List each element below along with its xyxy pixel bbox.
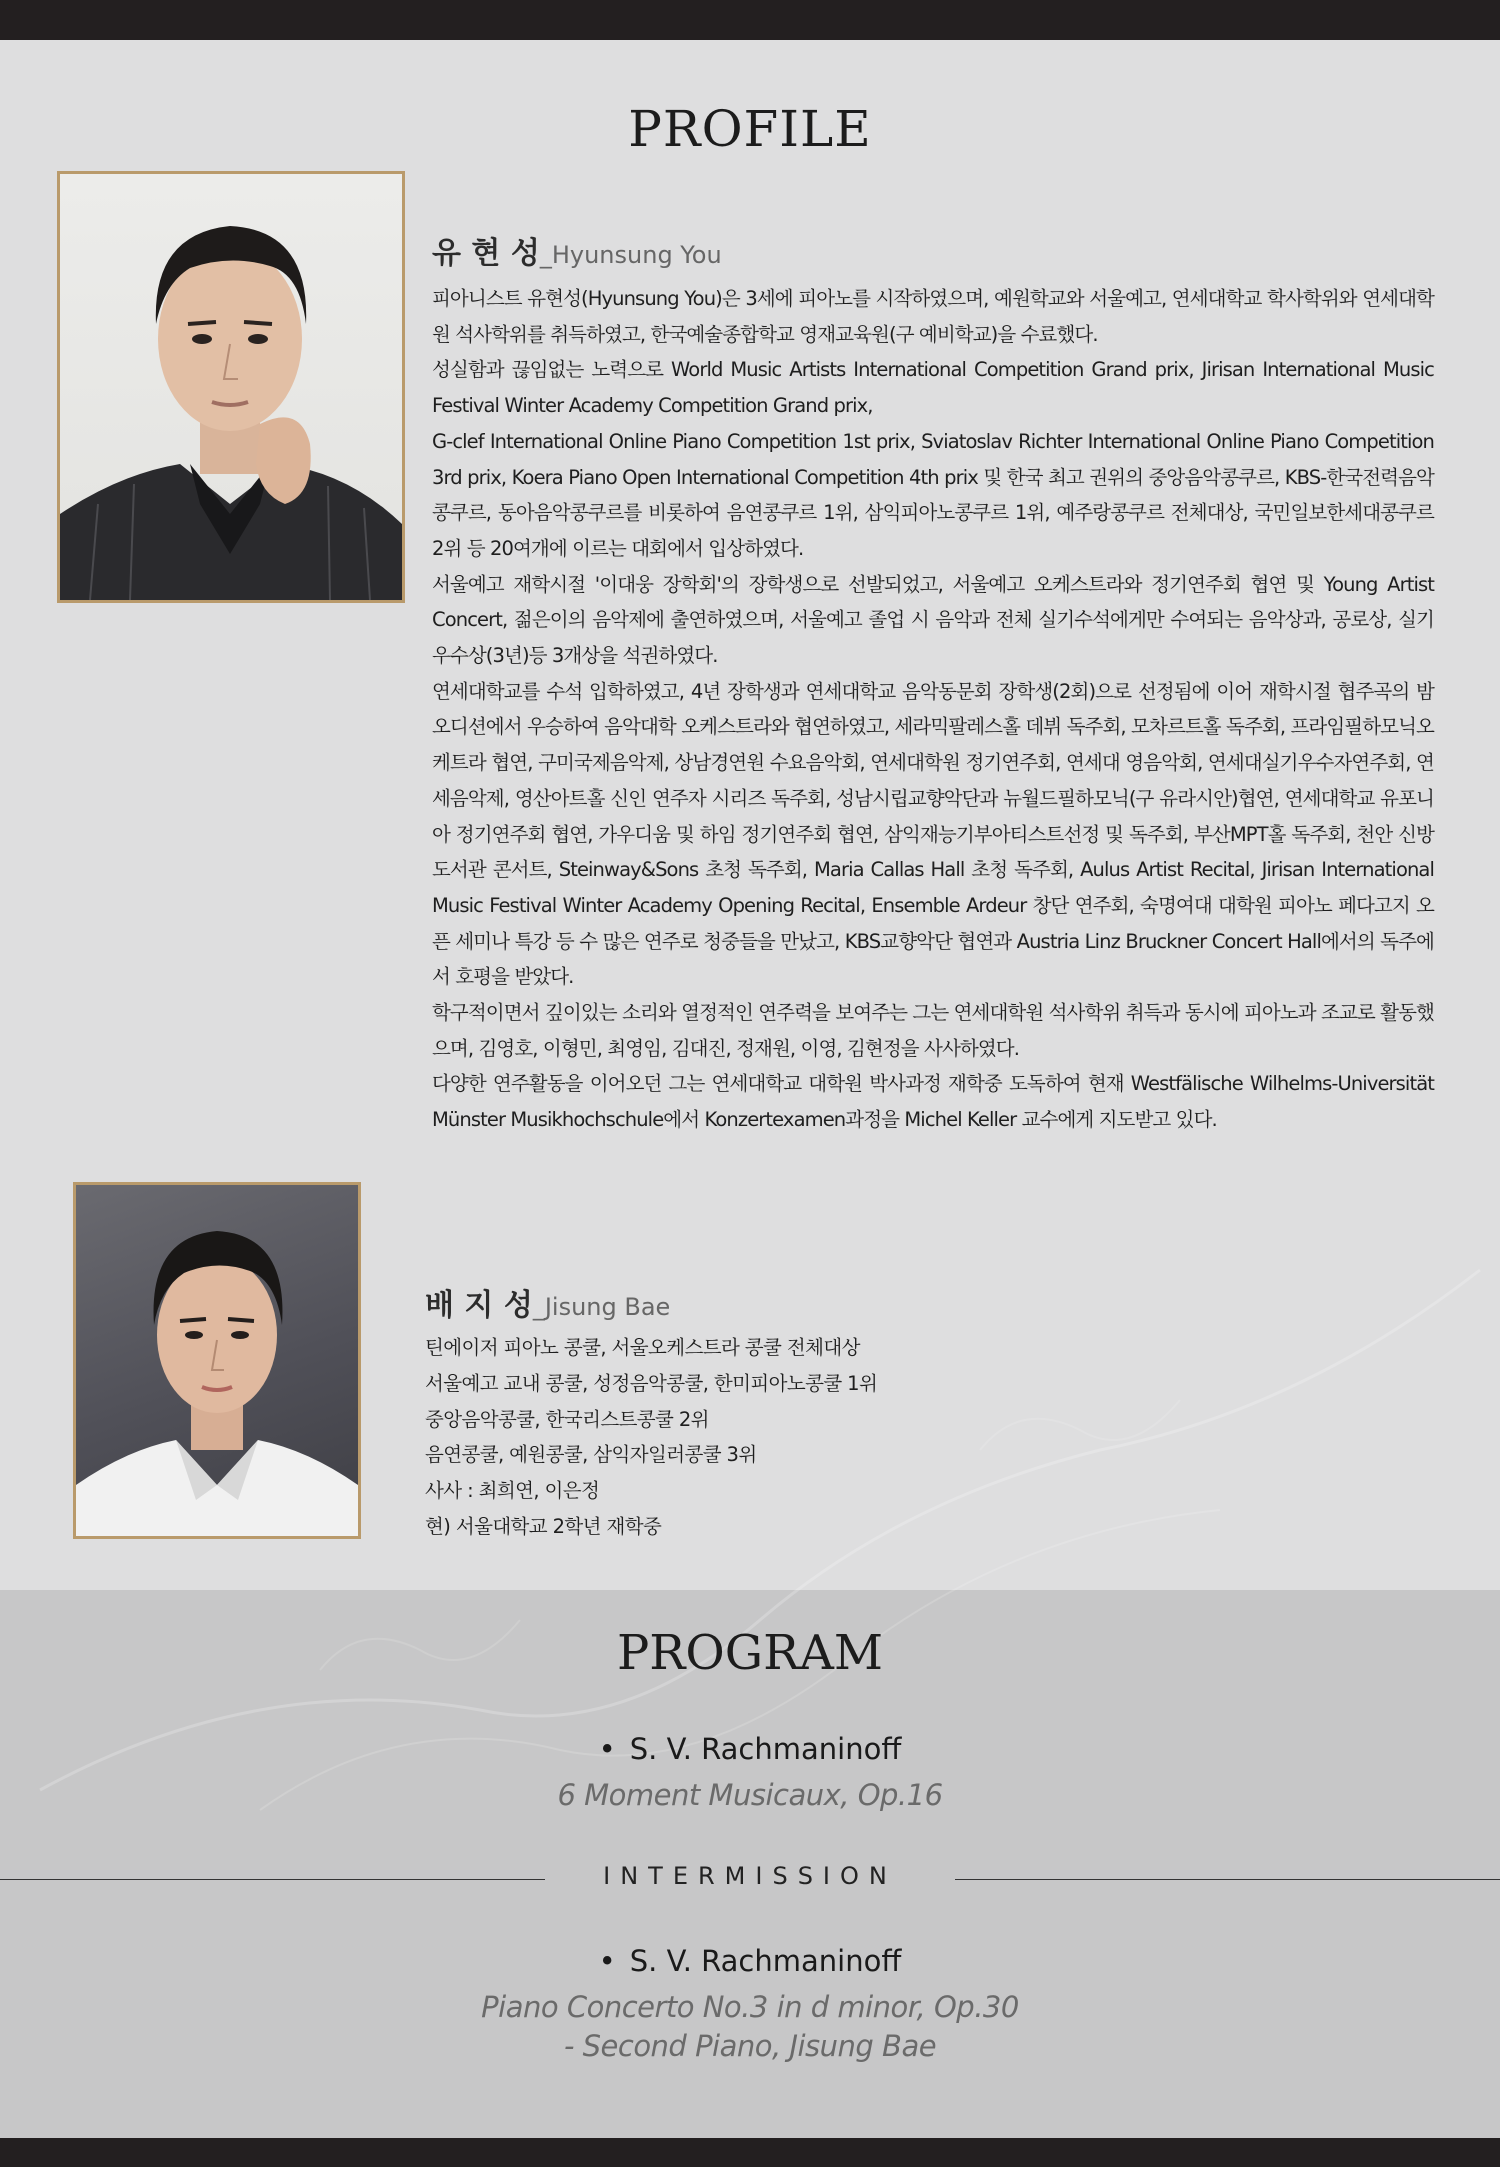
program-item-2-work: Piano Concerto No.3 in d minor, Op.30 xyxy=(481,1990,1019,2024)
bio-paragraph: 학구적이면서 깊이있는 소리와 열정적인 연주력을 보여주는 그는 연세대학원 석사학위 취득과 동시에 피아노과 조교로 활동했으며, 김영호, 이형민, 최영임, 김대진, 정재원, 이영, 김현정을 사사하였다. xyxy=(432,1001,1434,1060)
artist-name-hyunsung-you xyxy=(432,228,722,272)
bio-paragraph: G-clef International Online Piano Competition 1st prix, Sviatoslav Richter International Online Piano Competition 3rd prix, Koera Piano Open International Competition 4th prix 및 한국 최고 권위의 중앙음악콩쿠르, KBS-한국전력음악콩쿠르, 동아음악콩쿠르를 비롯하여 음연콩쿠르 1위, 삼익피아노콩쿠르 1위, 예주랑콩쿠르 전체대상, 국민일보한세대콩쿠르 2위 등 20여개에 이르는 대회에서 입상하였다. xyxy=(432,429,1434,560)
bio-line: 서울예고 교내 콩쿨, 성정음악콩쿨, 한미피아노콩쿨 1위 xyxy=(425,1371,878,1395)
program-item-2-composer xyxy=(0,1944,1500,1978)
program-item-1-composer xyxy=(0,1732,1500,1766)
artist-name-english: _Hyunsung You xyxy=(539,241,722,269)
bullet-icon: • xyxy=(598,1944,616,1978)
portrait-illustration xyxy=(76,1185,358,1536)
top-bar xyxy=(0,0,1500,40)
bio-paragraph: 연세대학교를 수석 입학하였고, 4년 장학생과 연세대학교 음악동문회 장학생(2회)으로 선정됨에 이어 재학시절 협주곡의 밤 오디션에서 우승하여 음악대학 오케스트라와 협연하였고, 세라믹팔레스홀 데뷔 독주회, 모차르트홀 독주회, 프라임필하모닉오케트라 협연, 구미국제음악제, 상남경연원 수요음악회, 연세대학원 정기연주회, 연세대 영음악회, 연세대실기우수자연주회, 연세음악제, 영산아트홀 신인 연주자 시리즈 독주회, 성남시립교향악단과 뉴월드필하모닉(구 유라시안)협연, 연세대학교 유포니아 정기연주회 협연, 가우디움 및 하임 정기연주회 협연, 삼익재능기부아티스트선정 및 독주회, 부산MPT홀 독주회, 천안 신방도서관 콘서트, Steinway&Sons 초청 독주회, Maria Callas Hall 초청 독주회, Aulus Artist Recital, Jirisan International Music Festival Winter Academy Opening Recital, Ensemble Ardeur 창단 연주회, 숙명여대 대학원 피아노 페다고지 오픈 세미나 특강 등 수 많은 연주로 청중들을 만났고, KBS교향악단 협연과 Austria Linz Bruckner Concert Hall에서의 독주에서 호평을 받았다. xyxy=(432,679,1434,989)
bio-paragraph: 피아니스트 유현성(Hyunsung You)은 3세에 피아노를 시작하였으며, 예원학교와 서울예고, 연세대학교 학사학위와 연세대학원 석사학위를 취득하였고, 한국예술종합학교 영재교육원(구 예비학교)을 수료했다. xyxy=(432,287,1434,346)
bio-line: 틴에이저 피아노 콩쿨, 서울오케스트라 콩쿨 전체대상 xyxy=(425,1336,860,1359)
portrait-illustration xyxy=(60,174,402,600)
bio-line: 음연콩쿨, 예원콩쿨, 삼익자일러콩쿨 3위 xyxy=(425,1443,757,1467)
composer-name: S. V. Rachmaninoff xyxy=(629,1944,902,1978)
bio-line: 사사 : 최희연, 이은정 xyxy=(425,1479,600,1503)
artist-name-korean: 배 지 성 xyxy=(425,1288,533,1323)
program-item-1-work: 6 Moment Musicaux, Op.16 xyxy=(557,1778,943,1812)
profile-heading: PROFILE xyxy=(628,100,872,158)
bio-paragraph: 성실함과 끊임없는 노력으로 World Music Artists International Competition Grand prix, Jirisan International Music Festival Winter Academy Competition Grand prix, xyxy=(432,358,1434,418)
artist-bio-jisung-bae xyxy=(425,1330,1025,1545)
bio-paragraph: 다양한 연주활동을 이어오던 그는 연세대학교 대학원 박사과정 재학중 도독하여 현재 Westfälische Wilhelms-Universität Münster Musikhochschule에서 Konzertexamen과정을 Michel Keller 교수에게 지도받고 있다. xyxy=(432,1072,1434,1132)
bottom-bar xyxy=(0,2138,1500,2167)
program-item-2-note: - Second Piano, Jisung Bae xyxy=(563,2029,937,2063)
program-heading: PROGRAM xyxy=(616,1625,884,1681)
bio-line: 현) 서울대학교 2학년 재학중 xyxy=(425,1514,662,1538)
artist-name-english: _Jisung Bae xyxy=(532,1293,671,1321)
artist-photo-jisung-bae xyxy=(73,1182,361,1539)
artist-photo-hyunsung-you xyxy=(57,171,405,603)
artist-name-jisung-bae xyxy=(425,1280,670,1324)
bio-paragraph: 서울예고 재학시절 '이대웅 장학회'의 장학생으로 선발되었고, 서울예고 오케스트라와 정기연주회 협연 및 Young Artist Concert, 젊은이의 음악제에 출연하였으며, 서울예고 졸업 시 음악과 전체 실기수석에게만 수여되는 음악상과, 공로상, 실기우수상(3년)등 3개상을 석권하였다. xyxy=(432,572,1434,668)
composer-name: S. V. Rachmaninoff xyxy=(629,1732,902,1766)
bio-line: 중앙음악콩쿨, 한국리스트콩쿨 2위 xyxy=(425,1407,709,1431)
intermission-label: INTERMISSION xyxy=(603,1862,897,1890)
artist-name-korean: 유 현 성 xyxy=(432,236,540,271)
bullet-icon: • xyxy=(598,1732,616,1766)
divider-left xyxy=(0,1879,545,1880)
artist-bio-hyunsung-you xyxy=(432,281,1434,1138)
divider-right xyxy=(955,1879,1500,1880)
